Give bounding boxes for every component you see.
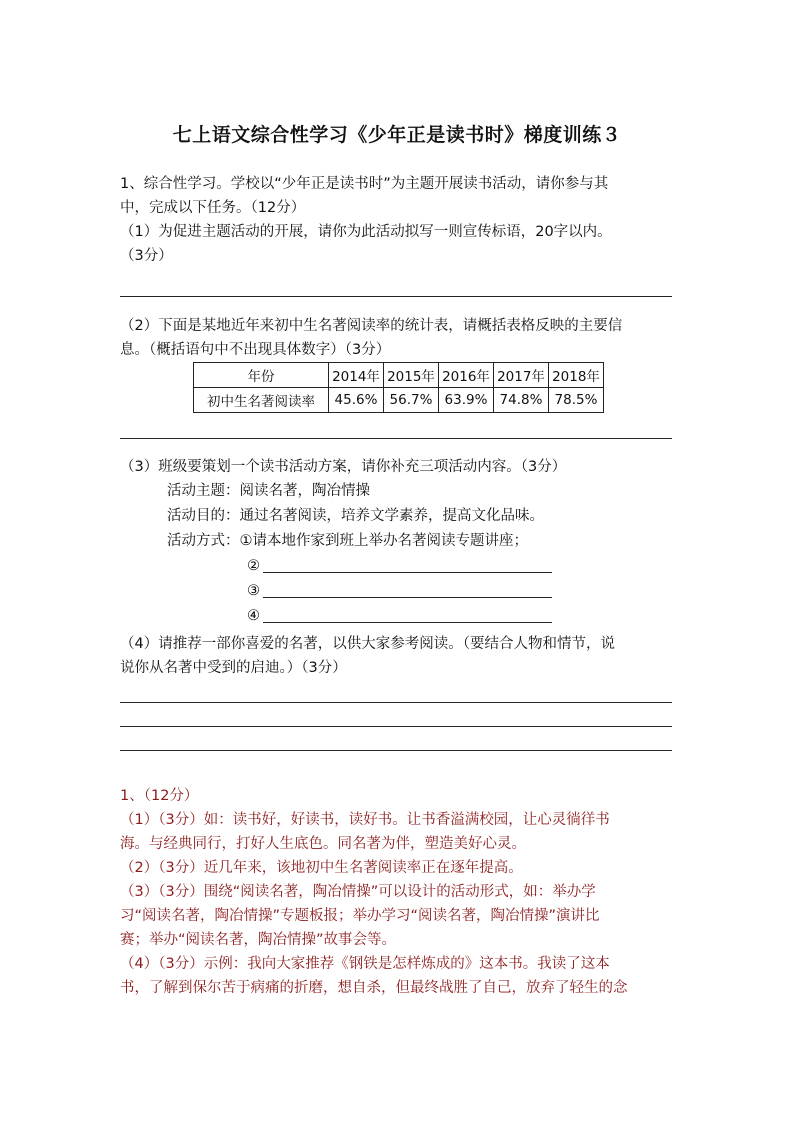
q1-part3-line1: （3）班级要策划一个读书活动方案，请你补充三项活动内容。（3分） <box>120 459 567 475</box>
table-cell: 2014年 <box>329 363 384 388</box>
q1-part2-line2: 息。（概括语句中不出现具体数字）（3分） <box>120 342 391 358</box>
table-header-row <box>194 363 604 388</box>
table-cell: 74.8% <box>494 388 549 413</box>
table-cell: 2016年 <box>439 363 494 388</box>
answer-part1-line1: （1）（3分）如：读书好，好读书，读好书。让书香溢满校园，让心灵徜徉书 <box>120 812 610 828</box>
table-cell: 63.9% <box>439 388 494 413</box>
activity-theme: 活动主题：阅读名著，陶冶情操 <box>167 483 370 499</box>
activity-item-2-blank[interactable] <box>263 572 552 573</box>
table-row <box>194 388 604 413</box>
table-cell: 45.6% <box>329 388 384 413</box>
activity-item-3-marker: ③ <box>247 583 260 599</box>
answer-line-part2[interactable] <box>120 438 672 439</box>
reading-rate-table <box>193 362 604 413</box>
answer-part2: （2）（3分）近几年来，该地初中生名著阅读率正在逐年提高。 <box>120 860 523 876</box>
answer-heading: 1、（12分） <box>120 788 199 804</box>
activity-item-4-marker: ④ <box>247 608 260 624</box>
activity-item-4-blank[interactable] <box>263 622 552 623</box>
q1-part1-line2: （3分） <box>120 248 173 264</box>
answer-line-part4-3[interactable] <box>120 750 672 751</box>
table-cell: 78.5% <box>549 388 604 413</box>
answer-part3-line2: 习“阅读名著，陶冶情操”专题板报；举办学习“阅读名著，陶冶情操”演讲比 <box>120 908 600 924</box>
table-cell: 2017年 <box>494 363 549 388</box>
answer-part3-line3: 赛；举办“阅读名著，陶冶情操”故事会等。 <box>120 932 397 948</box>
table-cell: 初中生名著阅读率 <box>194 388 329 413</box>
q1-part1-line1: （1）为促进主题活动的开展，请你为此活动拟写一则宣传标语，20字以内。 <box>120 224 612 240</box>
table-cell: 56.7% <box>384 388 439 413</box>
table-cell: 2018年 <box>549 363 604 388</box>
activity-method: 活动方式：①请本地作家到班上举办名著阅读专题讲座； <box>167 533 528 549</box>
answer-line-part4-2[interactable] <box>120 726 672 727</box>
q1-intro-line2: 中，完成以下任务。（12分） <box>120 200 306 216</box>
answer-line-part1[interactable] <box>120 296 672 297</box>
activity-item-3-blank[interactable] <box>263 597 552 598</box>
table-cell: 2015年 <box>384 363 439 388</box>
activity-item-2-marker: ② <box>247 558 260 574</box>
answer-part1-line2: 海。与经典同行，打好人生底色。同名著为伴，塑造美好心灵。 <box>120 836 526 852</box>
q1-intro-line1: 1、综合性学习。学校以“少年正是读书时”为主题开展读书活动，请你参与其 <box>120 176 609 192</box>
q1-part4-line2: 说你从名著中受到的启迪。）（3分） <box>120 660 347 676</box>
document-title: 七上语文综合性学习《少年正是读书时》梯度训练３ <box>172 124 622 146</box>
q1-part2-line1: （2）下面是某地近年来初中生名著阅读率的统计表，请概括表格反映的主要信 <box>120 318 623 334</box>
q1-part4-line1: （4）请推荐一部你喜爱的名著，以供大家参考阅读。（要结合人物和情节，说 <box>120 636 615 652</box>
table-cell: 年份 <box>194 363 329 388</box>
answer-line-part4-1[interactable] <box>120 702 672 703</box>
activity-purpose: 活动目的：通过名著阅读，培养文学素养，提高文化品味。 <box>167 508 544 524</box>
answer-part4-line2: 书，了解到保尔苦于病痛的折磨，想自杀，但最终战胜了自己，放弃了轻生的念 <box>120 980 628 996</box>
answer-part4-line1: （4）（3分）示例：我向大家推荐《钢铁是怎样炼成的》这本书。我读了这本 <box>120 956 610 972</box>
answer-part3-line1: （3）（3分）围绕“阅读名著，陶冶情操”可以设计的活动形式，如：举办学 <box>120 884 596 900</box>
